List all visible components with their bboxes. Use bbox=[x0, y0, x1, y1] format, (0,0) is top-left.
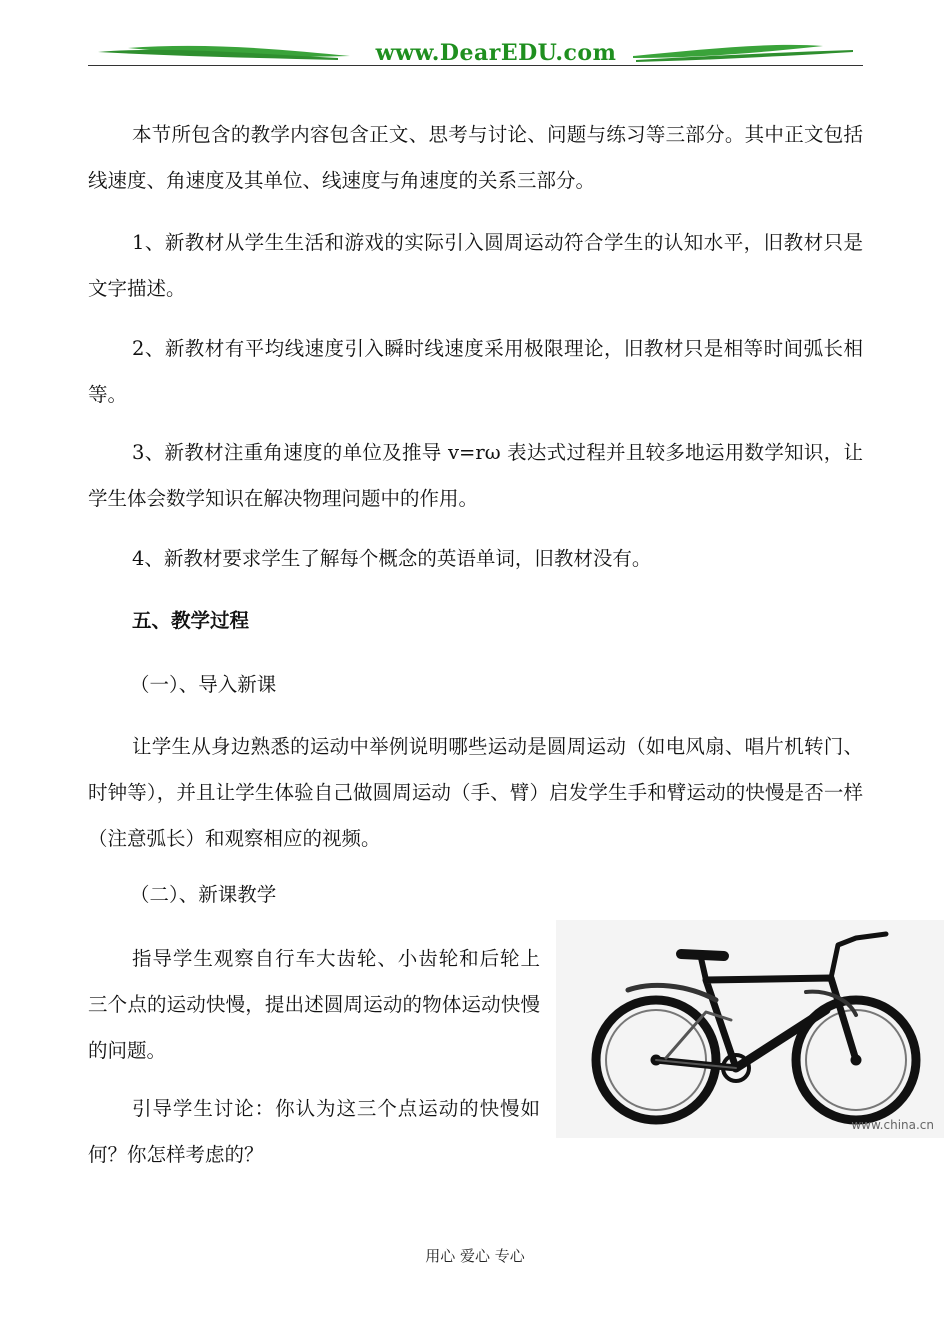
photo-credit: www.china.cn bbox=[851, 1118, 934, 1132]
intro-paragraph: 本节所包含的教学内容包含正文、思考与讨论、问题与练习等三部分。其中正文包括线速度、角速度及其单位、线速度与角速度的关系三部分。 bbox=[88, 123, 863, 192]
point-3-paragraph: 3、新教材注重角速度的单位及推导 v=rω 表达式过程并且较多地运用数学知识，让学生体会数学知识在解决物理问题中的作用。 bbox=[88, 441, 863, 510]
page-footer: 用心 爱心 专心 bbox=[425, 1247, 525, 1265]
point-4-paragraph: 4、新教材要求学生了解每个概念的英语单词，旧教材没有。 bbox=[132, 547, 652, 570]
section-heading: 五、教学过程 bbox=[132, 609, 250, 632]
point-1-paragraph: 1、新教材从学生生活和游戏的实际引入圆周运动符合学生的认知水平，旧教材只是文字描述。 bbox=[88, 231, 863, 300]
header-rule bbox=[88, 65, 863, 66]
subsection-2-title: （二）、新课教学 bbox=[130, 883, 277, 906]
discussion-paragraph: 引导学生讨论：你认为这三个点运动的快慢如何？你怎样考虑的？ bbox=[88, 1097, 540, 1166]
site-header bbox=[88, 36, 863, 72]
observe-paragraph: 指导学生观察自行车大齿轮、小齿轮和后轮上三个点的运动快慢，提出述圆周运动的物体运动快慢的问题。 bbox=[88, 947, 540, 1062]
subsection-1-title: （一）、导入新课 bbox=[130, 673, 277, 696]
intro-lesson-paragraph: 让学生从身边熟悉的运动中举例说明哪些运动是圆周运动（如电风扇、唱片机转门、时钟等），并且让学生体验自己做圆周运动（手、臂）启发学生手和臂运动的快慢是否一样（注意弧长）和观察相应的视频。 bbox=[88, 735, 863, 850]
site-logo-text: www.DearEDU.com bbox=[375, 40, 617, 66]
bicycle-photo bbox=[556, 920, 944, 1138]
bicycle-icon bbox=[556, 920, 944, 1138]
point-2-paragraph: 2、新教材有平均线速度引入瞬时线速度采用极限理论，旧教材只是相等时间弧长相等。 bbox=[88, 337, 863, 406]
